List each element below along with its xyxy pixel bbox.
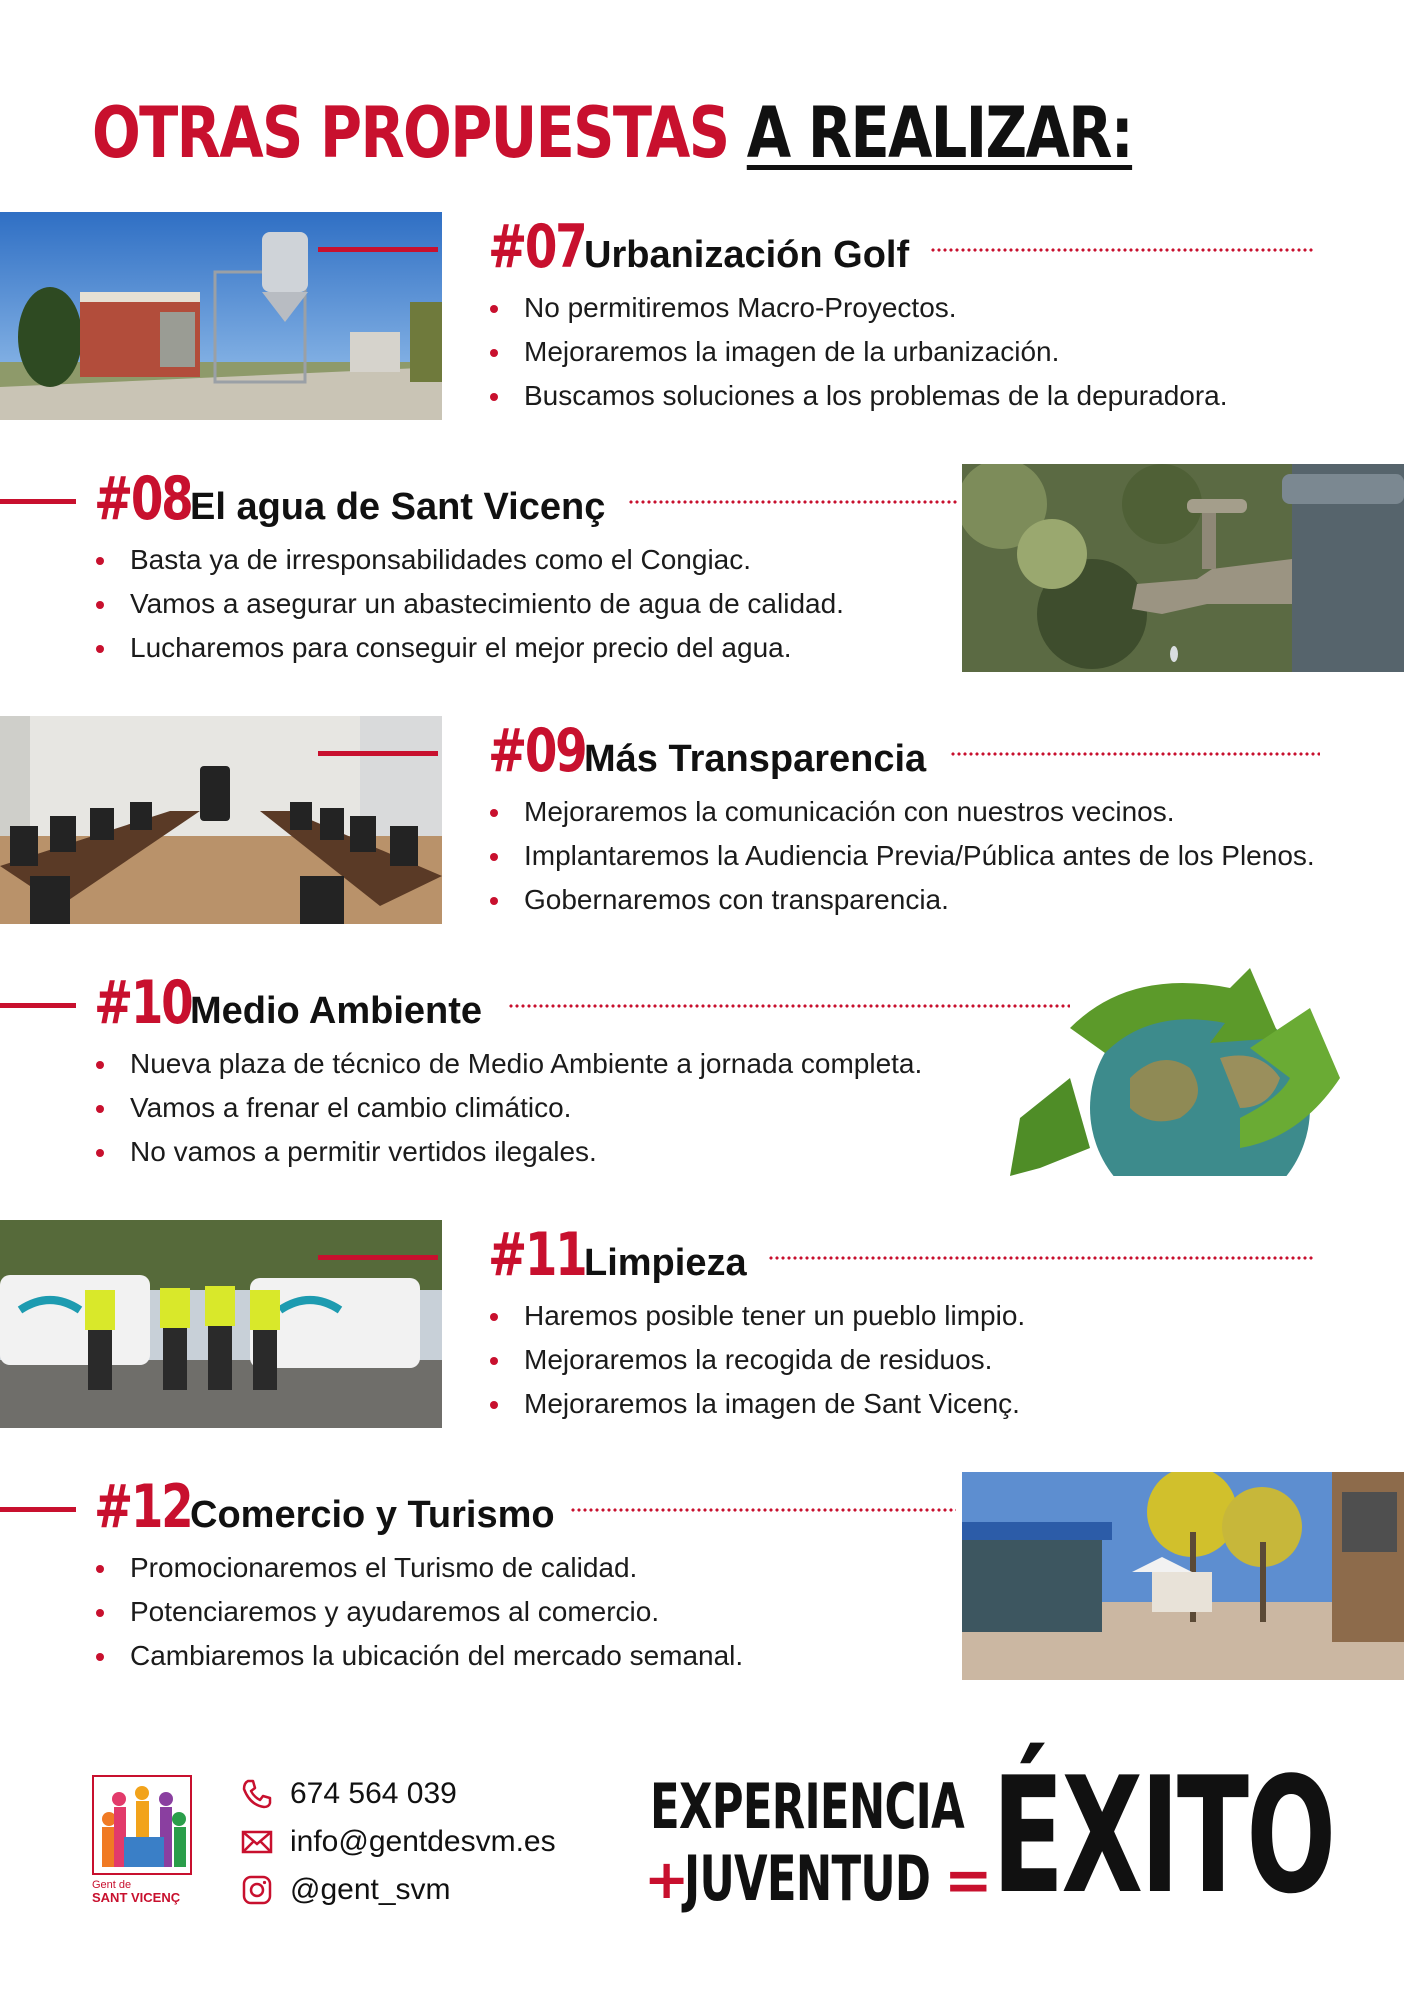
proposal-number: #07 [488, 212, 586, 282]
slogan-plus: + [644, 1848, 690, 1911]
slogan [640, 1742, 1334, 1929]
page-title-underlined: A REALIZAR: [746, 92, 1133, 174]
list-item: Mejoraremos la imagen de la urbanización. [486, 330, 1228, 374]
proposal-08 [0, 464, 1410, 674]
contact-email[interactable] [240, 1818, 556, 1866]
proposal-heading [488, 212, 909, 282]
contact-phone[interactable] [240, 1770, 556, 1818]
proposal-number: #10 [94, 968, 192, 1038]
email-address: info@gentdesvm.es [290, 1825, 556, 1858]
green-globe-photo [1010, 968, 1370, 1176]
proposal-bullets [486, 790, 1315, 922]
proposal-bullets [486, 1294, 1025, 1426]
list-item: Buscamos soluciones a los problemas de la depuradora. [486, 374, 1228, 418]
page-title-red: OTRAS PROPUESTAS [92, 92, 729, 174]
proposal-bullets [92, 1042, 922, 1174]
list-item: Mejoraremos la comunicación con nuestros vecinos. [486, 790, 1315, 834]
logo-text-big: SANT VICENÇ [92, 1890, 181, 1905]
section-accent-line [0, 499, 76, 504]
proposal-title: Comercio y Turismo [190, 1494, 555, 1536]
water-tap-photo [962, 464, 1404, 672]
dotted-divider [628, 498, 958, 506]
proposal-number: #12 [94, 1472, 192, 1542]
list-item: No vamos a permitir vertidos ilegales. [92, 1130, 922, 1174]
contact-instagram[interactable] [240, 1866, 556, 1914]
list-item: Lucharemos para conseguir el mejor precio del agua. [92, 626, 844, 670]
proposal-heading [94, 464, 605, 534]
proposal-heading [488, 716, 926, 786]
water-treatment-building-photo [0, 212, 442, 420]
proposal-number: #08 [94, 464, 192, 534]
list-item: Basta ya de irresponsabilidades como el Congiac. [92, 538, 844, 582]
meeting-room-photo [0, 716, 442, 924]
slogan-juventud: JUVENTUD [684, 1842, 931, 1915]
proposal-title: Más Transparencia [584, 738, 927, 780]
proposal-bullets [486, 286, 1228, 418]
proposal-title: Limpieza [584, 1242, 747, 1284]
proposal-title: El agua de Sant Vicenç [190, 486, 606, 528]
phone-icon [240, 1777, 274, 1811]
proposal-title: Urbanización Golf [584, 234, 910, 276]
section-accent-line [0, 1003, 76, 1008]
page-title [92, 92, 1132, 174]
list-item: Promocionaremos el Turismo de calidad. [92, 1546, 743, 1590]
proposal-number: #11 [488, 1220, 586, 1290]
list-item: Haremos posible tener un pueblo limpio. [486, 1294, 1025, 1338]
slogan-exito: ÉXITO [992, 1742, 1334, 1929]
proposal-bullets [92, 1546, 743, 1678]
list-item: Cambiaremos la ubicación del mercado semanal. [92, 1634, 743, 1678]
proposal-bullets [92, 538, 844, 670]
instagram-icon [240, 1873, 274, 1907]
cleaning-workers-photo [0, 1220, 442, 1428]
list-item: Nueva plaza de técnico de Medio Ambiente a jornada completa. [92, 1042, 922, 1086]
proposal-heading [488, 1220, 747, 1290]
proposal-10 [0, 968, 1410, 1178]
section-accent-line [0, 1507, 76, 1512]
list-item: No permitiremos Macro-Proyectos. [486, 286, 1228, 330]
proposal-heading [94, 1472, 555, 1542]
party-logo [92, 1775, 196, 1913]
market-street-photo [962, 1472, 1404, 1680]
list-item: Mejoraremos la imagen de Sant Vicenç. [486, 1382, 1025, 1426]
proposal-09 [0, 716, 1410, 926]
logo-mark [92, 1775, 192, 1875]
contact-info [240, 1770, 556, 1914]
slogan-equals: = [944, 1846, 993, 1914]
phone-number: 674 564 039 [290, 1777, 457, 1810]
dotted-divider [768, 1254, 1314, 1262]
list-item: Vamos a asegurar un abastecimiento de agua de calidad. [92, 582, 844, 626]
section-accent-line [318, 1255, 438, 1260]
list-item: Gobernaremos con transparencia. [486, 878, 1315, 922]
list-item: Implantaremos la Audiencia Previa/Pública antes de los Plenos. [486, 834, 1315, 878]
instagram-handle: @gent_svm [290, 1873, 451, 1906]
dotted-divider [570, 1506, 956, 1514]
proposal-title: Medio Ambiente [190, 990, 483, 1032]
section-accent-line [318, 247, 438, 252]
dotted-divider [950, 750, 1320, 758]
section-accent-line [318, 751, 438, 756]
dotted-divider [930, 246, 1314, 254]
proposal-number: #09 [488, 716, 586, 786]
proposal-11 [0, 1220, 1410, 1430]
proposal-07 [0, 212, 1410, 422]
list-item: Vamos a frenar el cambio climático. [92, 1086, 922, 1130]
dotted-divider [508, 1002, 1070, 1010]
list-item: Mejoraremos la recogida de residuos. [486, 1338, 1025, 1382]
proposal-heading [94, 968, 482, 1038]
proposal-12 [0, 1472, 1410, 1682]
logo-text-small: Gent de [92, 1879, 132, 1891]
list-item: Potenciaremos y ayudaremos al comercio. [92, 1590, 743, 1634]
slogan-experiencia: EXPERIENCIA [650, 1770, 964, 1843]
mail-icon [240, 1825, 274, 1859]
